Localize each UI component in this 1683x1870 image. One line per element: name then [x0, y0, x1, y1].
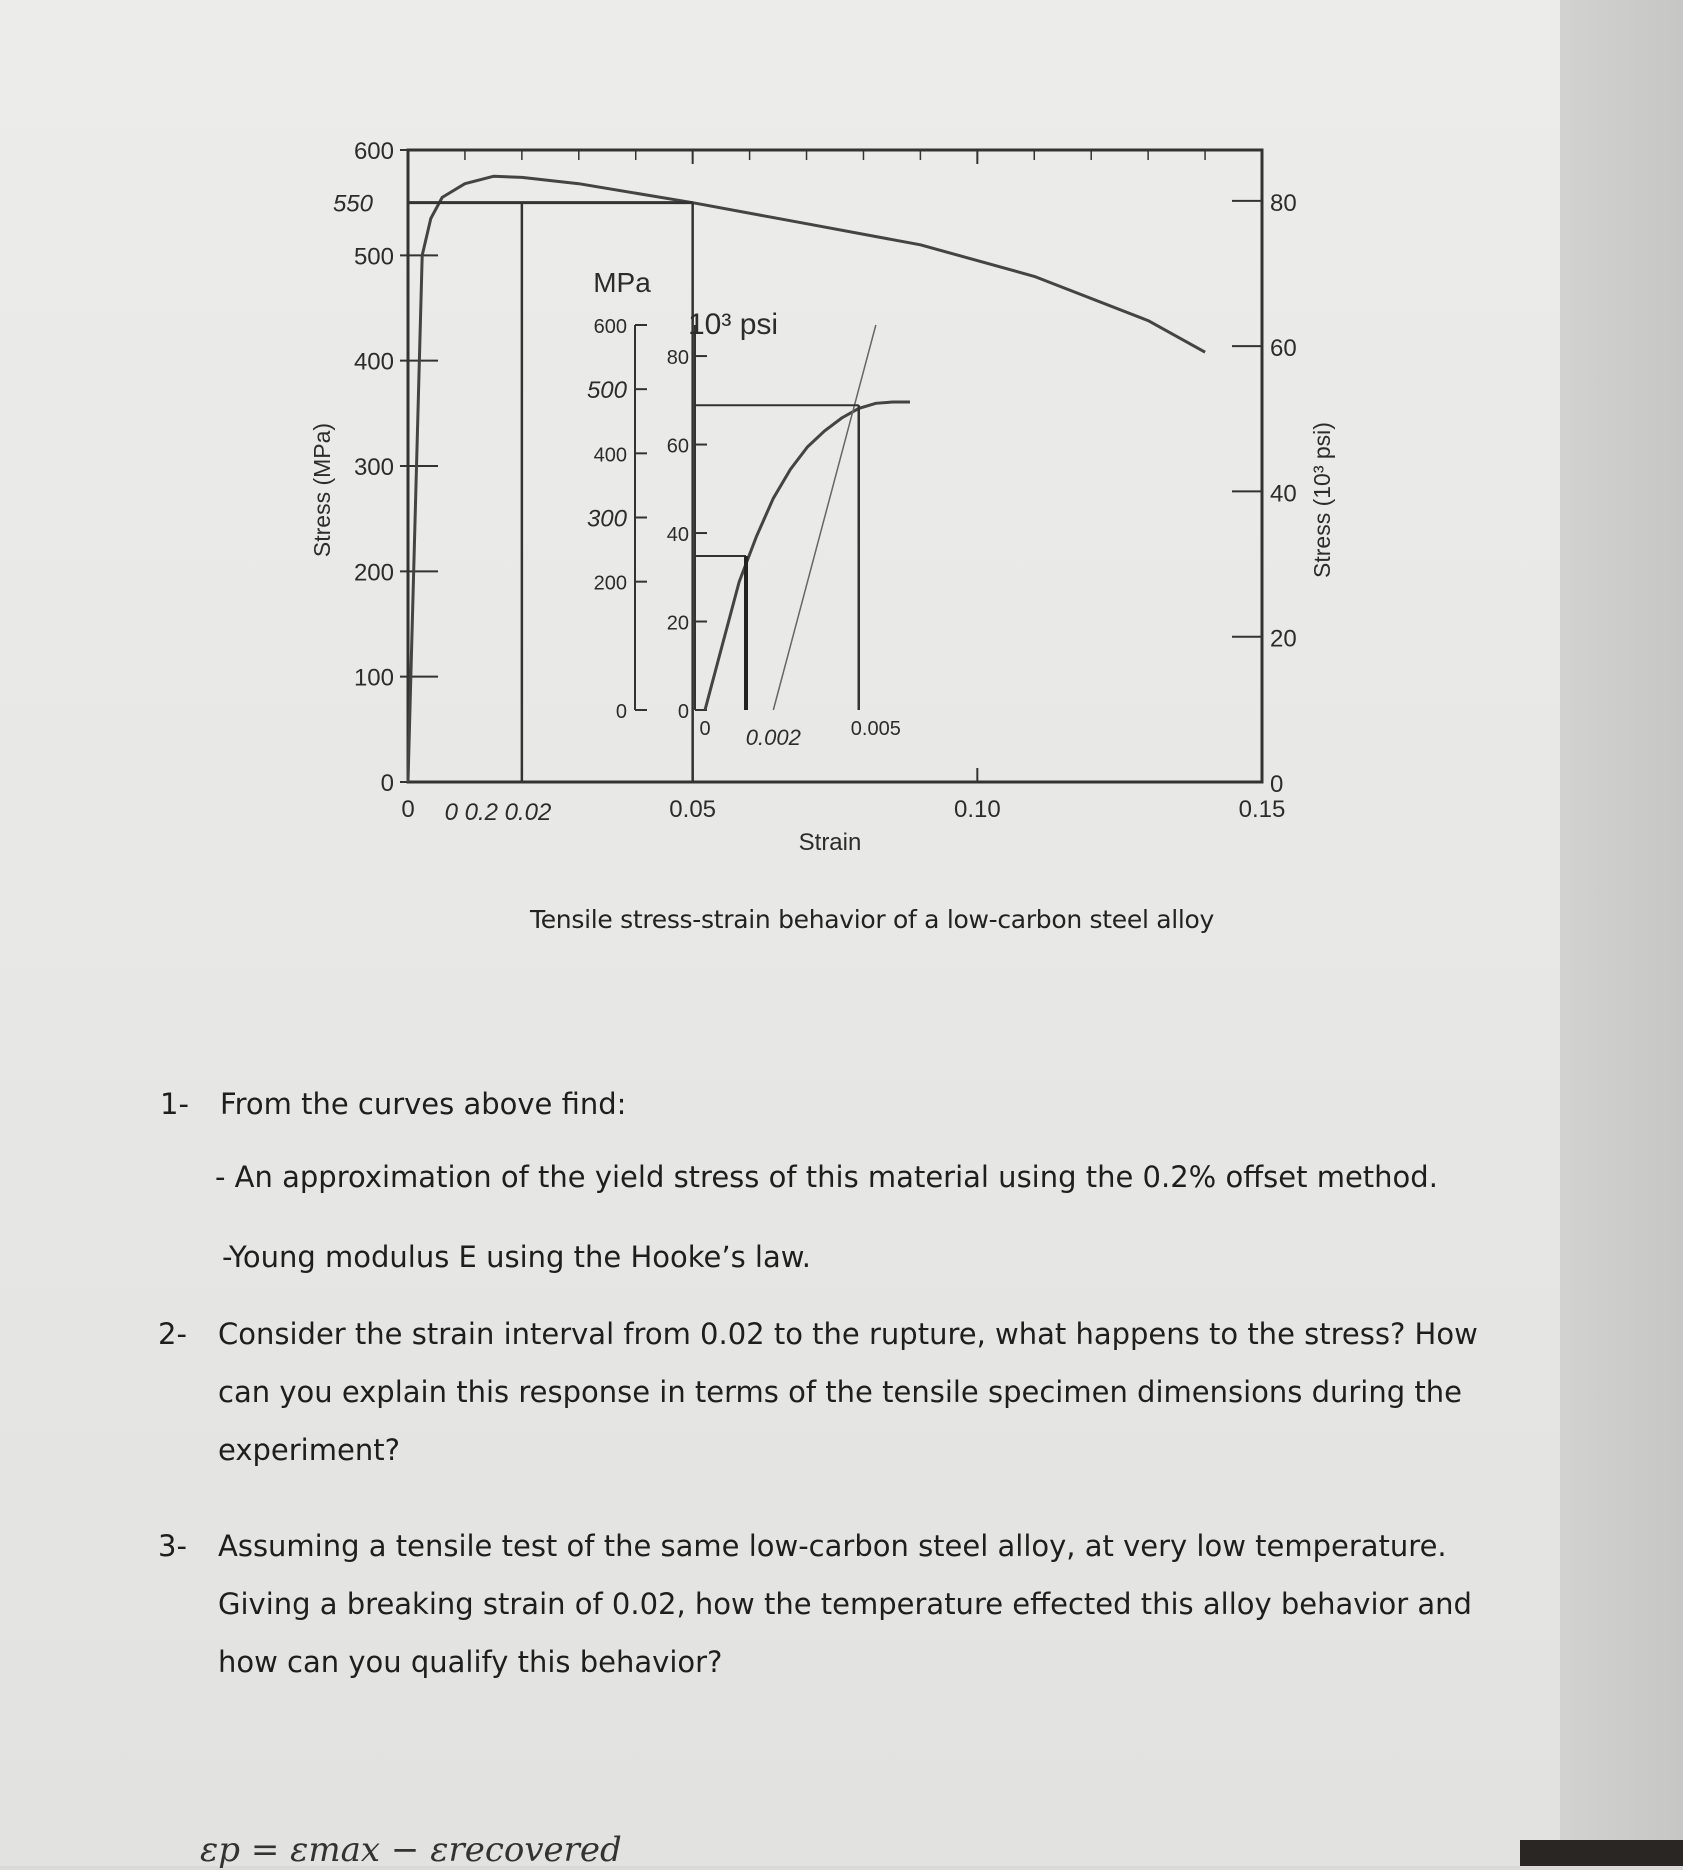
- inset-psi-tick-label: 0: [677, 701, 689, 723]
- question-line: -Young modulus E using the Hooke’s law.: [222, 1240, 812, 1274]
- x-tick-label: 0: [401, 796, 415, 823]
- x-tick-label: 0.05: [669, 796, 717, 823]
- y-axis-label: Stress (MPa): [309, 422, 335, 558]
- formula: [200, 1830, 622, 1870]
- inset-psi-tick-label: 40: [666, 524, 689, 547]
- formula-term-max: εmax: [290, 1830, 381, 1870]
- x-tick-label: 0.10: [953, 796, 1001, 823]
- question-1: [160, 1075, 1500, 1133]
- inset-mpa-tick-label: 200: [593, 572, 627, 595]
- inset-x-tick-label: 0: [699, 718, 711, 740]
- inset-psi-tick-label: 20: [666, 612, 689, 635]
- y-tick-label: 500: [353, 243, 394, 271]
- y2-tick-label: 40: [1270, 480, 1297, 508]
- question-number: 2-: [158, 1317, 187, 1351]
- inset-x-tick-label: 0.005: [850, 718, 901, 740]
- offset-line: [773, 325, 876, 710]
- inset-psi-label: 10³ psi: [688, 308, 779, 341]
- inset-chart: [587, 316, 910, 750]
- question-line: From the curves above find:: [220, 1087, 627, 1121]
- inset-mpa-tick-label: 400: [593, 444, 627, 467]
- y2-tick-label: 0: [1270, 771, 1284, 798]
- inset-mpa-label: MPa: [593, 267, 651, 298]
- background-dark-corner: [1520, 1840, 1683, 1866]
- inset-mpa-tick-label: 0: [615, 701, 627, 723]
- formula-term-recovered: εrecovered: [430, 1830, 622, 1870]
- question-line: - An approximation of the yield stress of this material using the 0.2% offset method.: [215, 1160, 1438, 1194]
- question-line: Assuming a tensile test of the same low-carbon steel alloy, at very low temperature.: [218, 1529, 1447, 1563]
- y2-tick-label: 60: [1270, 335, 1297, 363]
- outer-chart-frame: [333, 138, 1297, 826]
- y-tick-label: 100: [353, 664, 394, 692]
- y-tick-label: 400: [353, 348, 394, 376]
- handwritten-550: 550: [332, 190, 373, 218]
- y-tick-label: 600: [353, 138, 394, 165]
- y2-tick-label: 20: [1270, 625, 1297, 653]
- x-tick-label: 0.15: [1238, 796, 1286, 823]
- plot-frame: [408, 150, 1262, 782]
- question-line: can you explain this response in terms of the tensile specimen dimensions during the: [218, 1375, 1462, 1409]
- formula-minus: −: [390, 1830, 420, 1870]
- y-tick-label: 0: [380, 770, 394, 797]
- y-tick-label: 300: [353, 454, 394, 481]
- question-line: experiment?: [218, 1433, 400, 1467]
- formula-eq: =: [250, 1830, 280, 1870]
- stress-strain-chart: [0, 0, 1683, 880]
- inset-mpa-hand-label: 300: [586, 505, 627, 533]
- y2-tick-label: 80: [1270, 189, 1297, 217]
- inset-handwritten-0.002: 0.002: [745, 725, 801, 750]
- question-line: how can you qualify this behavior?: [218, 1645, 723, 1679]
- inset-psi-tick-label: 80: [666, 347, 689, 370]
- question-4: [158, 1305, 1500, 1479]
- question-line: Consider the strain interval from 0.02 to the rupture, what happens to the stress? How: [218, 1317, 1478, 1351]
- chart-caption: Tensile stress-strain behavior of a low-carbon steel alloy: [530, 905, 1215, 934]
- stress-strain-curve: [408, 176, 1205, 782]
- question-2: [155, 1148, 1500, 1206]
- inset-psi-tick-label: 60: [666, 435, 689, 458]
- formula-lhs: εp: [200, 1830, 241, 1870]
- x-axis-label: Strain: [798, 829, 862, 856]
- y2-axis-label: Stress (10³ psi): [1309, 422, 1335, 578]
- question-line: Giving a breaking strain of 0.02, how the temperature effected this alloy behavior and: [218, 1587, 1472, 1621]
- inset-mpa-hand-label: 500: [586, 377, 627, 405]
- question-3: [162, 1228, 1500, 1286]
- inset-mpa-tick-label: 600: [593, 316, 627, 338]
- handwritten-strain: 0 0.2 0.02: [444, 799, 552, 826]
- question-number: 1-: [160, 1087, 189, 1121]
- y-tick-label: 200: [353, 559, 394, 587]
- question-5: [158, 1517, 1500, 1691]
- question-number: 3-: [158, 1529, 187, 1563]
